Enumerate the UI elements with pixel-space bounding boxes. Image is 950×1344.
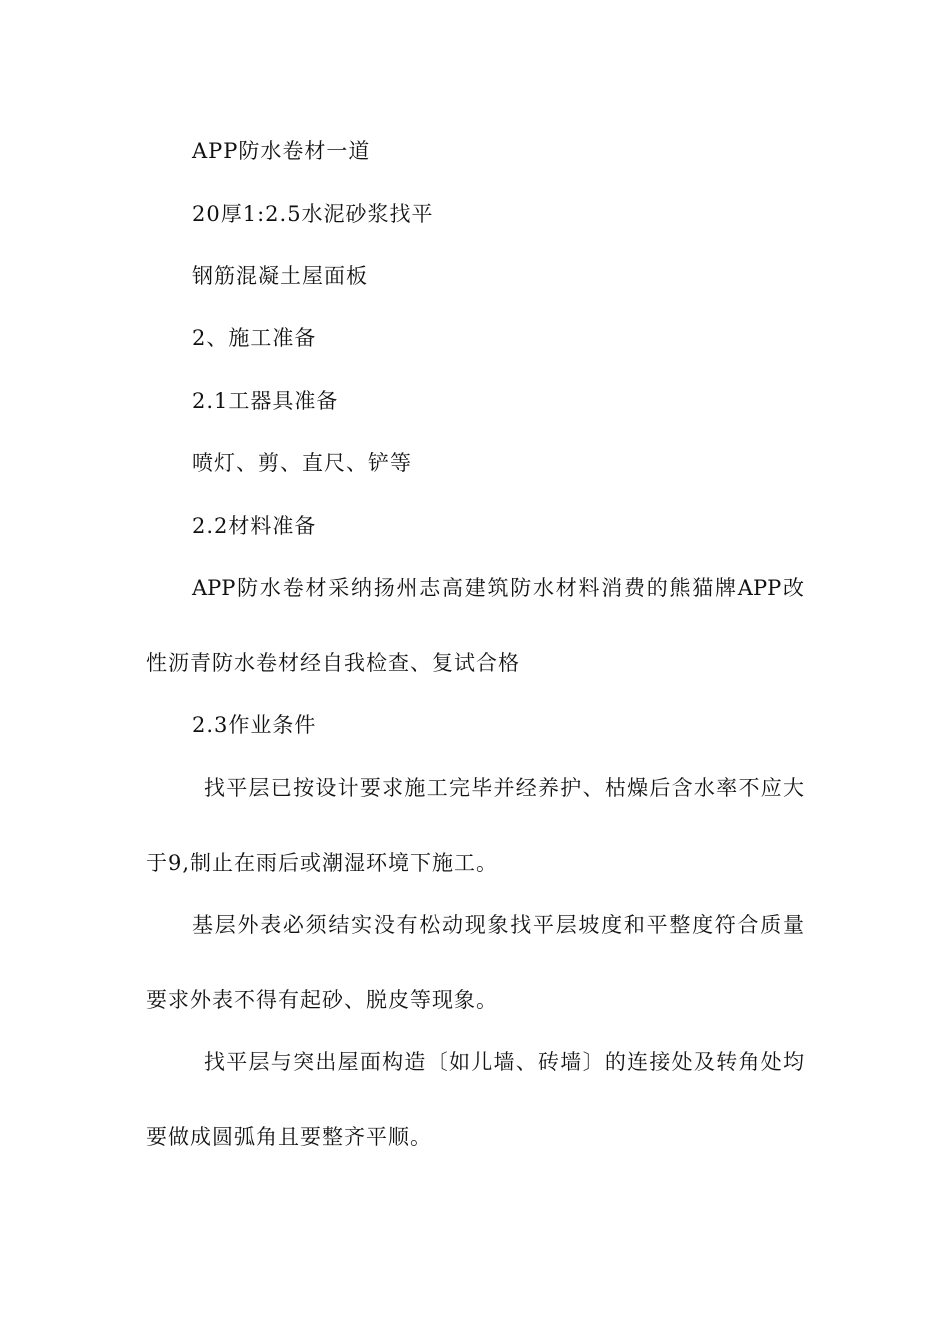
paragraph-junction-line-1: 找平层与突出屋面构造〔如儿墙、砖墙〕的连接处及转角处均 [204,1050,804,1074]
section-heading-construction-prep: 2、施工准备 [192,326,317,350]
paragraph-roof-slab: 钢筋混凝土屋面板 [192,264,368,288]
paragraph-membrane-layer: APP防水卷材一道 [192,139,371,163]
paragraph-base-layer-line-2: 要求外表不得有起砂、脱皮等现象。 [146,988,498,1012]
paragraph-leveling-line-1: 找平层已按设计要求施工完毕并经养护、枯燥后含水率不应大 [204,776,804,800]
paragraph-leveling-line-2: 于9,制止在雨后或潮湿环境下施工。 [146,851,499,875]
subheading-materials-prep: 2.2材料准备 [192,514,317,538]
subheading-work-conditions: 2.3作业条件 [192,713,317,737]
paragraph-junction-line-2: 要做成圆弧角且要整齐平顺。 [146,1125,432,1149]
paragraph-tools-list: 喷灯、剪、直尺、铲等 [192,451,412,475]
paragraph-mortar-leveling: 20厚1:2.5水泥砂浆找平 [192,202,434,226]
subheading-tools-prep: 2.1工器具准备 [192,389,339,413]
paragraph-materials-line-2: 性沥青防水卷材经自我检查、复试合格 [146,651,520,675]
paragraph-materials-line-1: APP防水卷材采纳扬州志高建筑防水材料消费的熊猫牌APP改 [192,576,804,600]
paragraph-base-layer-line-1: 基层外表必须结实没有松动现象找平层坡度和平整度符合质量 [192,913,804,937]
